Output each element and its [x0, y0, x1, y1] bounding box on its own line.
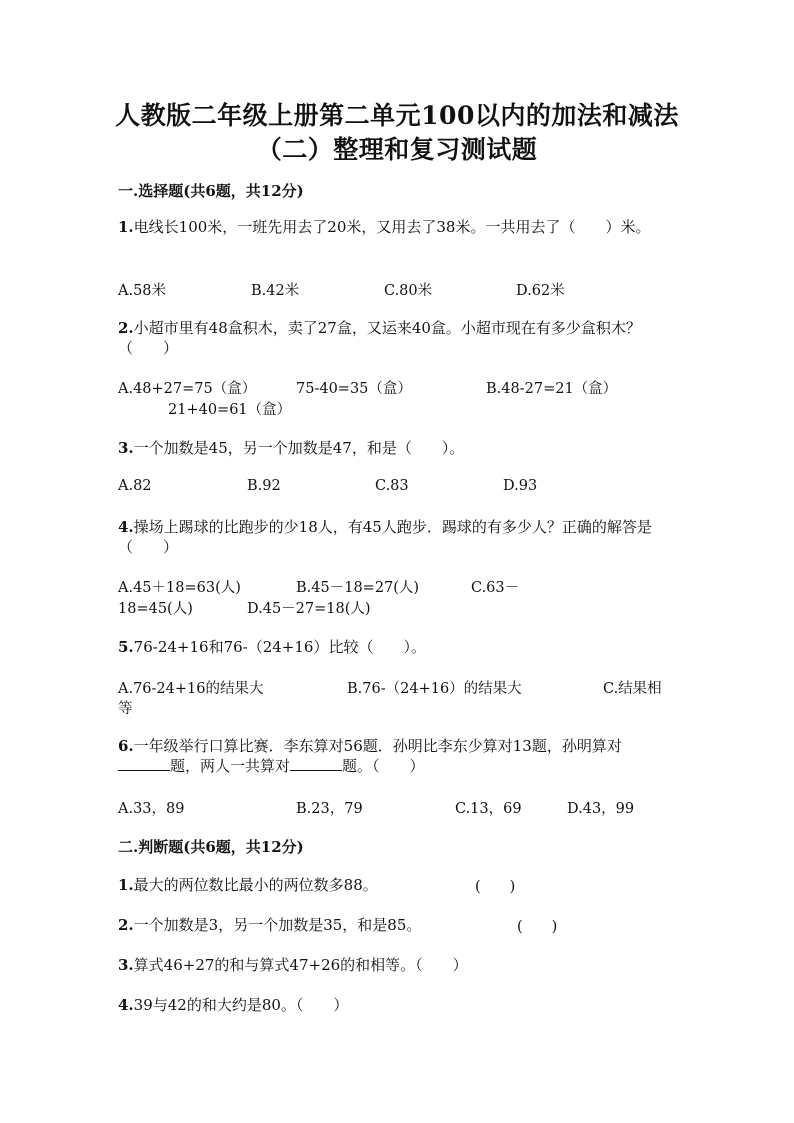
- question-6: [118, 736, 678, 776]
- option-c-continued: 18=45(人): [118, 601, 193, 617]
- option-a: A.82: [118, 478, 152, 494]
- question-number: 3.: [118, 956, 134, 974]
- question-text: 电线长100米，一班先用去了20米，又用去了38米。一共用去了（ ）米。: [133, 218, 651, 236]
- question-number: 2.: [118, 916, 134, 934]
- option-b: B.45－18=27(人): [296, 580, 420, 596]
- option-b: B.42米: [251, 283, 300, 299]
- question-text: 算式46+27的和与算式47+26的和相等。（ ）: [133, 956, 468, 974]
- option-c: C.83: [375, 478, 409, 494]
- question-3: [118, 438, 678, 458]
- option-a: A.33，89: [118, 801, 185, 817]
- question-4: [118, 517, 678, 557]
- option-d: D.45－27=18(人): [247, 601, 371, 617]
- question-number: 1.: [118, 876, 134, 894]
- option-d: D.62米: [516, 283, 565, 299]
- option-b: B.92: [247, 478, 281, 494]
- question-number: 5.: [118, 638, 134, 656]
- answer-blank[interactable]: [290, 756, 342, 771]
- question-number: 4.: [118, 518, 134, 536]
- question-text: 一个加数是45，另一个加数是47，和是（ ）。: [133, 439, 465, 457]
- judgement-1: [118, 875, 678, 895]
- judgement-3: [118, 955, 678, 975]
- option-b: B.76-（24+16）的结果大: [347, 681, 522, 697]
- question-text: 一年级举行口算比赛．李东算对56题．孙明比李东少算对13题，孙明算对: [133, 737, 622, 755]
- section-heading-judgement: 二.判断题(共6题，共12分): [118, 838, 304, 856]
- question-number: 3.: [118, 439, 134, 457]
- question-number: 6.: [118, 737, 134, 755]
- question-text-end: 题。（ ）: [342, 757, 425, 775]
- answer-blank[interactable]: [118, 756, 170, 771]
- judgement-2: [118, 915, 678, 935]
- option-b: B.23，79: [296, 801, 363, 817]
- question-text: 小超市里有48盒积木，卖了27盒，又运来40盒。小超市现在有多少盒积木？（ ）: [118, 319, 641, 357]
- question-number: 1.: [118, 218, 134, 236]
- question-text: 39与42的和大约是80。（ ）: [133, 996, 349, 1014]
- option-d: D.43，99: [567, 801, 635, 817]
- page-subtitle: （二）整理和复习测试题: [256, 135, 538, 164]
- option-c: C.结果相: [603, 681, 662, 697]
- option-d: D.93: [503, 478, 538, 494]
- option-a: A.58米: [118, 283, 167, 299]
- option-a-step2: 75-40=35（盒）: [296, 381, 412, 397]
- option-a: A.76-24+16的结果大: [118, 681, 264, 697]
- option-b: B.48-27=21（盒）: [486, 381, 618, 397]
- question-text: 76-24+16和76-（24+16）比较（ ）。: [133, 638, 426, 656]
- option-c-continued: 等: [118, 701, 133, 717]
- option-b-step2: 21+40=61（盒）: [168, 402, 292, 418]
- question-text: 一个加数是3，另一个加数是35，和是85。: [133, 916, 422, 934]
- option-a: A.45＋18=63(人): [118, 580, 241, 596]
- page-title: 人教版二年级上册第二单元100以内的加法和减法: [115, 101, 679, 130]
- option-c: C.13，69: [455, 801, 522, 817]
- question-number: 4.: [118, 996, 134, 1014]
- option-a: A.48+27=75（盒）: [118, 381, 257, 397]
- judgement-4: [118, 995, 678, 1015]
- question-text: 操场上踢球的比跑步的少18人，有45人跑步．踢球的有多少人？正确的解答是（ ）: [118, 518, 652, 556]
- question-2: [118, 318, 678, 358]
- answer-parentheses[interactable]: ( ): [517, 919, 558, 935]
- option-c: C.80米: [384, 283, 433, 299]
- option-c: C.63－: [471, 580, 520, 596]
- question-text: 最大的两位数比最小的两位数多88。: [133, 876, 378, 894]
- question-5: [118, 637, 678, 657]
- section-heading-choice: 一.选择题(共6题，共12分): [118, 182, 304, 200]
- question-1: [118, 217, 678, 237]
- question-text-mid: 题，两人一共算对: [170, 757, 291, 775]
- question-number: 2.: [118, 319, 134, 337]
- answer-parentheses[interactable]: ( ): [475, 879, 516, 895]
